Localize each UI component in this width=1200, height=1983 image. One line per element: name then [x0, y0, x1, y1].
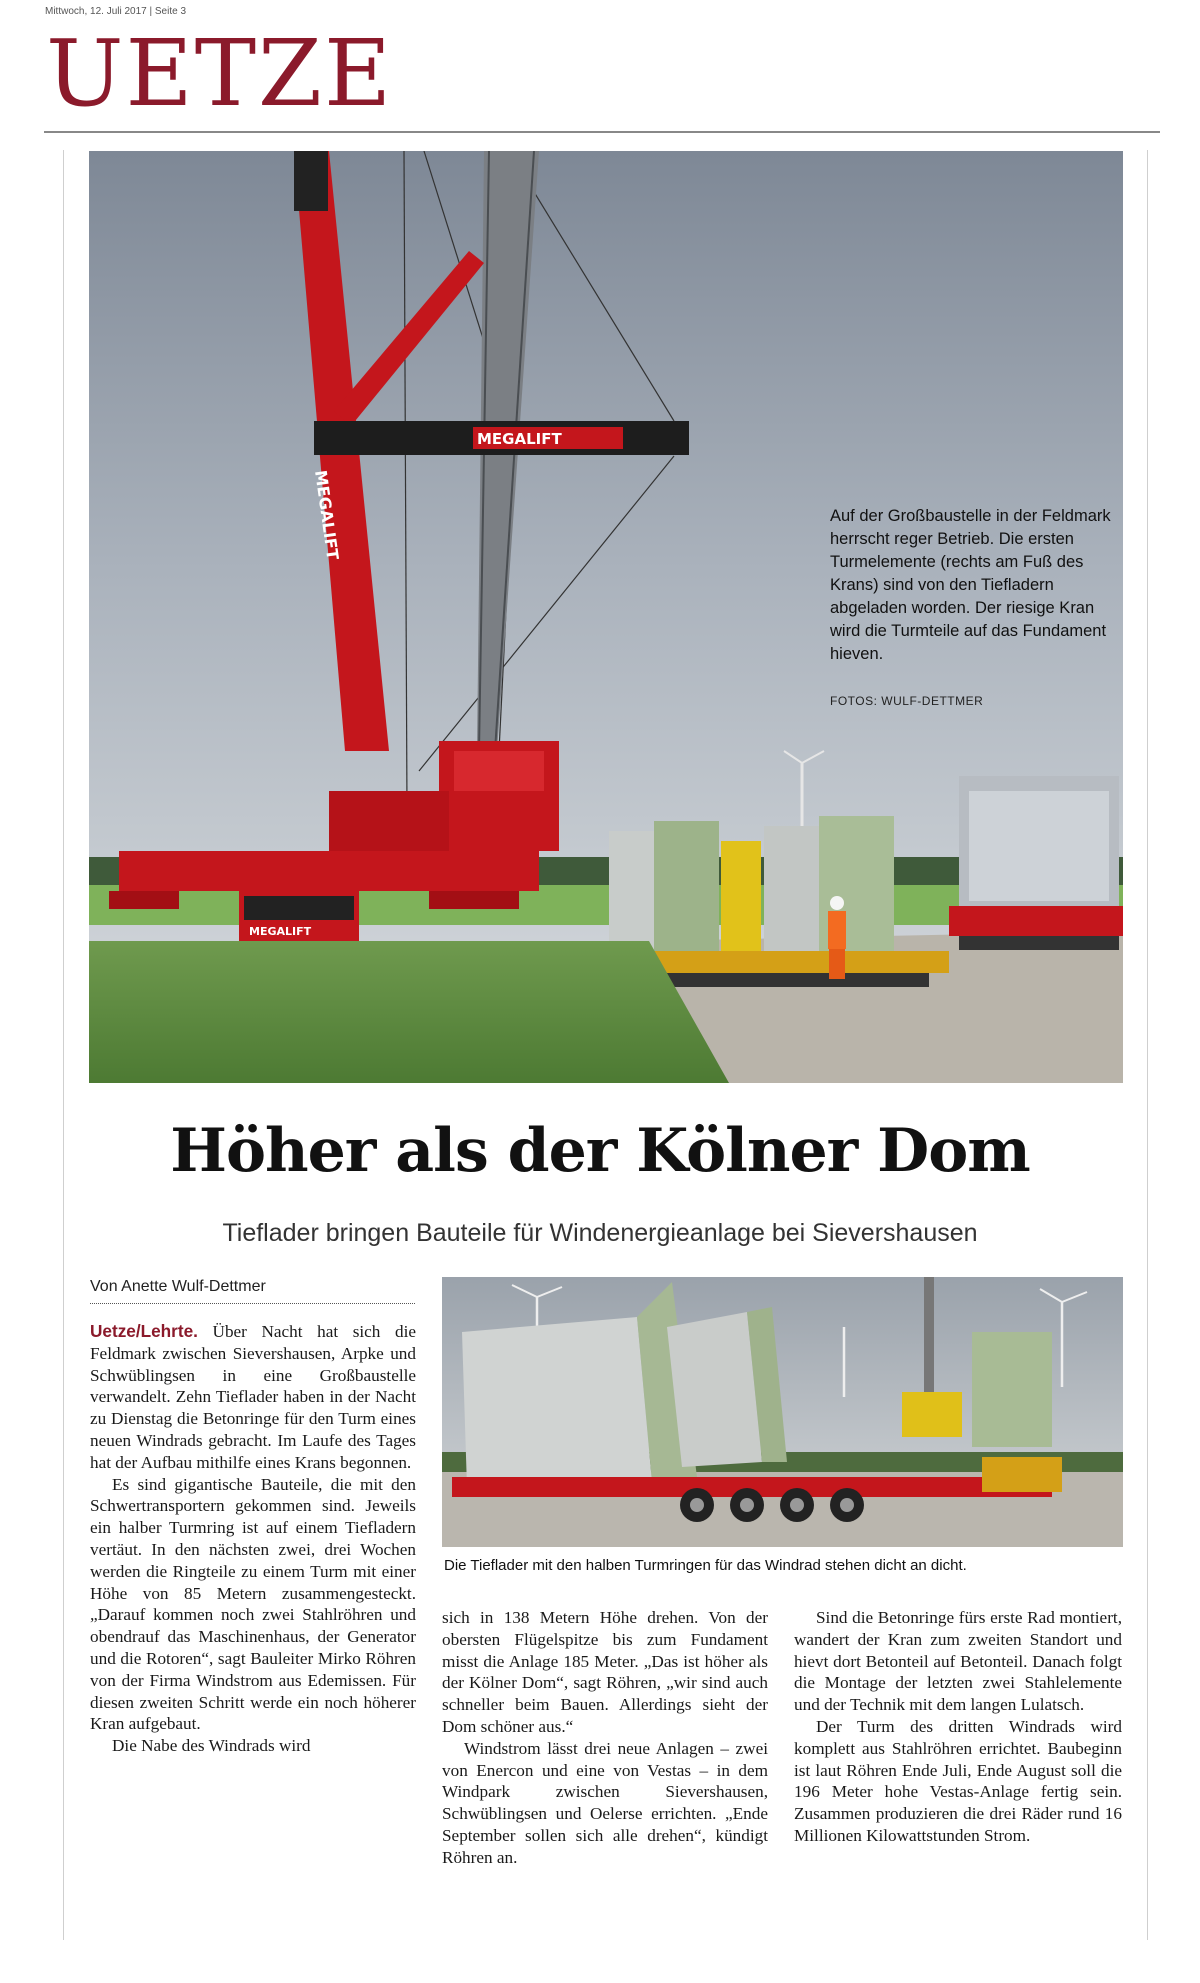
crane-label-vertical: MEGALIFT: [311, 468, 343, 562]
lead-text: Über Nacht hat sich die Feldmark zwischen Sievershausen, Arpke und Schwüblingsen in eine Großbaustelle verwandelt. Zehn Tieflader haben in der Nacht zu Dienstag die Betonringe für den Turm eines neuen Windrads gebracht. Im Laufe des Tages hat der Aufbau mithilfe eines Krans begonnen.: [90, 1322, 416, 1472]
paragraph: sich in 138 Metern Höhe drehen. Von der obersten Flügelspitze bis zum Fundament misst die Anlage 185 Meter. „Das ist höher als der Kölner Dom“, sagt Röhren, „wir sind auch schneller beim Bauen. Allerdings sieht der Dom schöner aus.“: [442, 1608, 768, 1736]
paragraph: Die Nabe des Windrads wird: [112, 1736, 311, 1756]
article-column-3: [794, 1607, 1122, 1847]
masthead-rule: [44, 131, 1160, 133]
paragraph: Der Turm des dritten Windrads wird komplett aus Stahlröhren errichtet. Baubeginn ist laut Röhren Ende Juli, Ende August soll die 196 Meter hohe Vestas-Anlage fertig sein. Zusammen produzieren die drei Räder rund 16 Millionen Kilowattstunden Strom.: [794, 1716, 1122, 1845]
trailers-photo-caption: Die Tieflader mit den halben Turmringen für das Windrad stehen dicht an dicht.: [444, 1557, 967, 1574]
article-subheadline: Tieflader bringen Bauteile für Windenergieanlage bei Sievershausen: [222, 1219, 978, 1247]
trailers-photo: [442, 1277, 1123, 1547]
paragraph: Sind die Betonringe fürs erste Rad montiert, wandert der Kran zum zweiten Standort und hievt dort Betonteil auf Betonteil. Danach folgt die Montage der letzten zwei Stahlelemente und der Technik mit dem langen Lulatsch.: [794, 1608, 1122, 1715]
crane-label-cab: MEGALIFT: [249, 925, 312, 938]
byline-rule: [90, 1303, 415, 1304]
lead-place: Uetze/Lehrte.: [90, 1321, 198, 1341]
article-headline: Höher als der Kölner Dom: [170, 1116, 1030, 1186]
paragraph: Windstrom lässt drei neue Anlagen – zwei von Enercon und eine von Vestas – in dem Windpark zwischen Sievershausen, Schwüblingsen und Oelerse errichten. „Ende September sollen sich alle drehen“, kündigt Röhren an.: [442, 1738, 768, 1867]
article-column-1: [90, 1321, 416, 1757]
section-masthead: UETZE: [46, 20, 394, 127]
hero-caption: Auf der Großbaustelle in der Feldmark herrscht reger Betrieb. Die ersten Turmelemente (rechts am Fuß des Krans) sind von den Tiefladern abgeladen worden. Der riesige Kran wird die Turmteile auf das Fundament hieven.: [830, 507, 1111, 663]
crane-label-arm: MEGALIFT: [477, 430, 562, 448]
article-byline: Von Anette Wulf-Dettmer: [90, 1278, 266, 1295]
frame-line-right: [1147, 150, 1148, 1940]
photo-credit: FOTOS: WULF-DETTMER: [830, 694, 984, 708]
article-column-2: [442, 1607, 768, 1869]
page-dateline: Mittwoch, 12. Juli 2017 | Seite 3: [45, 6, 187, 17]
frame-line-left: [63, 150, 64, 1940]
paragraph-lead: [90, 1321, 416, 1474]
paragraph: Es sind gigantische Bauteile, die mit den Schwertransportern gekommen sind. Jeweils ein halber Turmring ist auf einem Tiefladern vertäut. In den nächsten zwei, drei Wochen werden die Ringteile zu einem Turm mit einer Höhe von 85 Metern zusammengesteckt. „Darauf kommen noch zwei Stahlröhren und obendrauf das Maschinenhaus, der Generator und die Rotoren“, sagt Bauleiter Mirko Röhren von der Firma Windstrom aus Edemissen. Für diesen zweiten Schritt werde ein noch höherer Kran aufgebaut.: [90, 1474, 416, 1734]
